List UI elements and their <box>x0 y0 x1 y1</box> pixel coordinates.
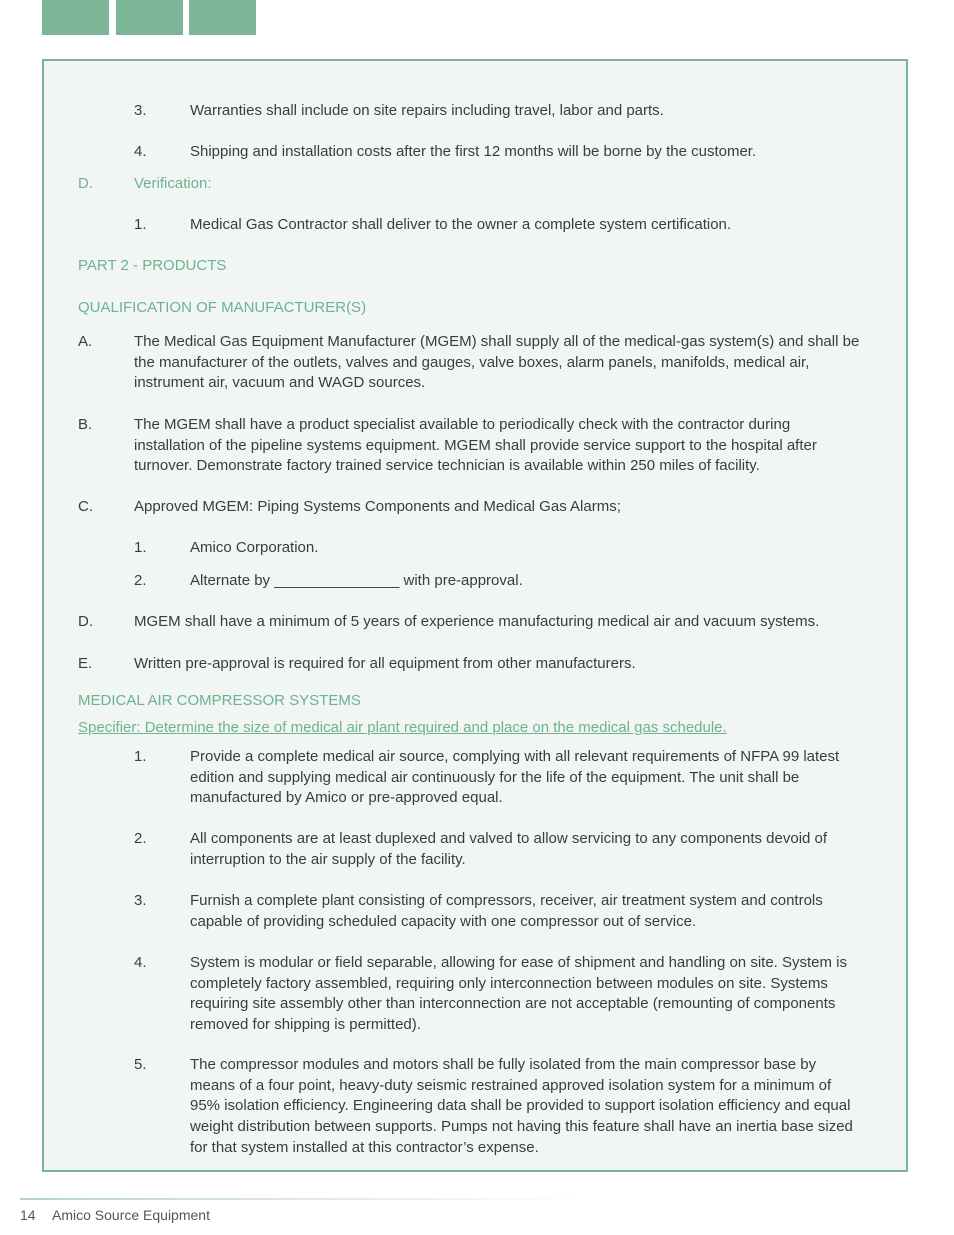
page-number: 14 <box>20 1207 36 1223</box>
list-number: 1. <box>134 539 147 556</box>
list-number: 2. <box>134 830 147 847</box>
footer-title: Amico Source Equipment <box>52 1207 210 1223</box>
list-number: 1. <box>134 216 147 233</box>
list-item-text: MGEM shall have a minimum of 5 years of experience manufacturing medical air and vacuum systems. <box>134 613 820 630</box>
list-item-text: Medical Gas Contractor shall deliver to the owner a complete system certification. <box>190 216 732 233</box>
list-item-text: All components are at least duplexed and valved to allow servicing to any components devoid of interruption to the air supply of the facility. <box>190 830 828 868</box>
list-item-text: Amico Corporation. <box>190 539 319 556</box>
list-number: 5. <box>134 1056 147 1073</box>
part-heading: PART 2 - PRODUCTS <box>78 257 227 274</box>
header-tab-3 <box>189 0 256 35</box>
header-tab-1 <box>42 0 109 35</box>
list-number: 2. <box>134 572 147 589</box>
footer-divider <box>20 1198 580 1200</box>
list-item-text: Furnish a complete plant consisting of compressors, receiver, air treatment system and controls capable of providing scheduled capacity with one compressor out of service. <box>190 892 823 930</box>
list-letter: B. <box>78 416 93 433</box>
list-item-text: Shipping and installation costs after the first 12 months will be borne by the customer. <box>190 143 757 160</box>
section-heading: Verification: <box>134 175 212 192</box>
section-letter: D. <box>78 175 93 192</box>
list-letter: D. <box>78 613 93 630</box>
section-heading: MEDICAL AIR COMPRESSOR SYSTEMS <box>78 692 361 709</box>
list-number: 4. <box>134 143 147 160</box>
list-item-text: The compressor modules and motors shall be fully isolated from the main compressor base by means of a four point, heavy-duty seismic restrained approved isolation system for a minimum of 95% isolation efficiency. Engineering data shall be provided to support isolation efficiency and equal weight distribution between supports. Pumps not having this feature shall have an inertia base sized for that system installed at this contractor’s expense. <box>190 1056 853 1156</box>
list-number: 1. <box>134 748 147 765</box>
list-letter: A. <box>78 333 93 350</box>
list-number: 4. <box>134 954 147 971</box>
list-item-text: Warranties shall include on site repairs including travel, labor and parts. <box>190 102 664 119</box>
list-number: 3. <box>134 892 147 909</box>
list-item-text: Provide a complete medical air source, complying with all relevant requirements of NFPA 99 latest edition and supplying medical air continuously for the life of the equipment. The unit shall be manufactured by Amico or pre-approved equal. <box>190 748 840 807</box>
list-item-text: Approved MGEM: Piping Systems Components and Medical Gas Alarms; <box>134 498 621 515</box>
list-letter: E. <box>78 655 93 672</box>
section-heading: QUALIFICATION OF MANUFACTURER(S) <box>78 299 367 316</box>
list-item-text: The Medical Gas Equipment Manufacturer (MGEM) shall supply all of the medical-gas system(s) and shall be the manufacturer of the outlets, valves and gauges, valve boxes, alarm panels, manifolds, medical air, instrument air, vacuum and WAGD sources. <box>134 333 860 392</box>
header-tab-2 <box>116 0 183 35</box>
specifier-note: Specifier: Determine the size of medical air plant required and place on the medical gas schedule. <box>78 719 727 736</box>
list-letter: C. <box>78 498 93 515</box>
list-item-text: Alternate by _______________ with pre-approval. <box>190 572 523 589</box>
list-item-text: System is modular or field separable, allowing for ease of shipment and handling on site. System is completely factory assembled, requiring only interconnection between modules on site. Systems requiring site assembly other than interconnection are not acceptable (remounting of components removed for shipping is permitted). <box>190 954 848 1034</box>
list-item-text: The MGEM shall have a product specialist available to periodically check with the contractor during installation of the pipeline systems equipment. MGEM shall provide service support to the hospital after turnover. Demonstrate factory trained service technician is available within 250 miles of facility. <box>134 416 817 475</box>
list-number: 3. <box>134 102 147 119</box>
list-item-text: Written pre-approval is required for all equipment from other manufacturers. <box>134 655 636 672</box>
